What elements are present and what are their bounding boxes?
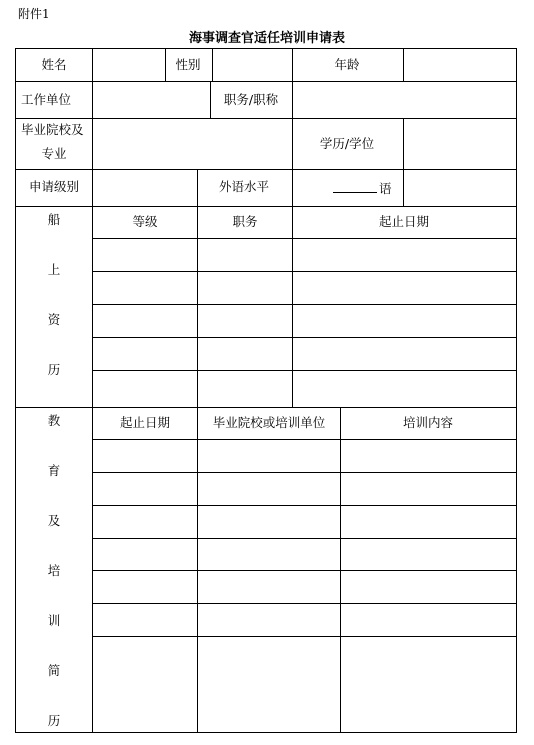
degree-label: 学历/学位 [319,136,375,151]
age-label: 年龄 [334,57,360,72]
language-blank [333,180,392,197]
edu-header-dates: 起止日期 [119,415,171,430]
application-form [15,48,517,732]
edu-header-school: 毕业院校或培训单位 [212,415,326,430]
apply-level-label: 申请级别 [28,179,80,194]
sea-label-char: 上 [47,262,61,277]
edu-label-char: 训 [47,613,61,628]
degree-field[interactable] [404,119,516,169]
sea-header-dates: 起止日期 [378,214,430,229]
language-level-field[interactable] [404,170,516,206]
form-title: 海事调查官适任培训申请表 [188,31,345,46]
school-major-field[interactable] [93,119,292,169]
edu-label-char: 及 [47,513,61,528]
gender-field[interactable] [213,49,292,81]
language-suffix: 语 [379,181,392,196]
sea-label-char: 资 [47,312,61,327]
employer-label: 工作单位 [21,92,72,107]
position-title-label: 职务/职称 [223,92,279,107]
edu-label-char: 历 [47,713,61,728]
language-underline [333,180,377,193]
sea-header-position: 职务 [232,214,258,229]
apply-level-field[interactable] [93,170,197,206]
edu-label-char: 教 [47,413,61,428]
edu-label-char: 育 [47,463,61,478]
edu-header-content: 培训内容 [402,415,454,430]
position-title-field[interactable] [293,82,516,118]
edu-label-char: 简 [47,663,61,678]
school-major-label-line2: 专业 [41,146,67,161]
attachment-label: 附件1 [18,7,50,21]
edu-label-char: 培 [47,563,61,578]
name-field[interactable] [93,49,165,81]
sea-header-grade: 等级 [132,214,158,229]
age-field[interactable] [404,49,516,81]
name-label: 姓名 [41,57,67,72]
school-major-label-line1: 毕业院校及 [21,122,84,137]
foreign-lang-label: 外语水平 [218,179,270,194]
sea-label-char: 历 [47,362,61,377]
sea-label-char: 船 [47,212,61,227]
employer-field[interactable] [93,82,210,118]
gender-label: 性别 [175,57,201,72]
